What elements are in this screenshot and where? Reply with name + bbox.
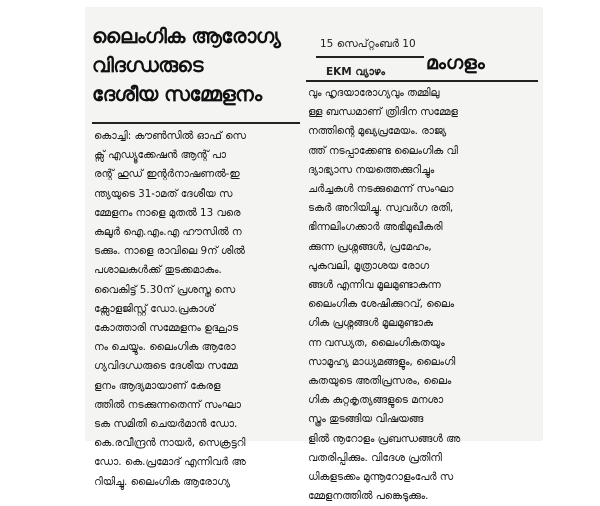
article-line: സ്ത്രം തുടങ്ങിയ വിഷയങ്ങ [308,413,424,426]
article-line: റിയിച്ചു. ലൈംഗിക ആരോഗ്യ [94,475,231,488]
article-line: ളനം ആദ്യമായാണ് കേരള [94,379,221,392]
article-line: ളിൽ നൂറോളം പ്രബന്ധങ്ങൾ അ [308,432,461,445]
article-left-column [94,127,306,492]
article-line: ഗിക പ്രശ്നങ്ങൾ മൂലമുണ്ടാകു [308,317,433,330]
article-line: നം ചെയ്യും. ലൈംഗിക ആരോ [94,341,236,354]
article-line: സാമൂഹ്യ മാധ്യമങ്ങളും, ലൈംഗി [308,355,456,368]
headline-rule [92,122,300,124]
article-right-column [308,84,538,506]
headline-line-2: വിദഗ്ധരുടെ [92,53,203,77]
article-line: ടക സമിതി ചെയർമാൻ ഡോ. [94,418,238,431]
article-line: മ്മേളനത്തിൽ പങ്കെടുക്കും. [308,490,429,503]
article-line: ക്കുന്ന പ്രശ്നങ്ങൾ, പ്രമേഹം, [308,240,432,253]
article-line: ങ്ങൾ എന്നിവ മൂലമുണ്ടാകുന്ന [308,279,441,292]
dateline-rule [316,56,424,58]
article-line: കെ.രവീന്ദ്രൻ നായർ, സെക്രട്ടറി [94,437,246,450]
article-line: ഡോ. കെ.പ്രമോദ് എന്നിവർ അ [94,456,246,469]
article-line: ചർച്ചകൾ നടക്കുമെന്ന് സംഘാ [308,183,454,196]
article-line: രന്റ് ഹുഡ് ഇന്റർനാഷണൽ-ഇ [94,168,240,181]
article-line: ഭിന്നലിംഗക്കാർ അഭിമുഖീകരി [308,221,443,234]
article-line: കലൂർ ഐ.എം.എ ഹൗസിൽ ന [94,226,242,239]
article-line: ഗിക കുറ്റകൃത്യങ്ങളുടെ മനശാ [308,394,444,407]
article-line: കൊച്ചി: കൗൺസിൽ ഓഫ് സെ [94,130,246,142]
article-line: കതയുടെ അതിപ്രസരം, ലൈം [308,375,452,388]
article-line: ടക്കും. നാളെ രാവിലെ 9ന് ശിൽ [94,245,245,258]
article-line: ക്സോളജിസ്റ്റ് ഡോ.പ്രകാശ് [94,302,215,315]
newspaper-clipping [86,8,542,503]
article-line: ദ്യാഭ്യാസ നയത്തെക്കുറിച്ചും [308,163,435,176]
article-line: ള്ള ബന്ധമാണ് ത്രിദിന സമ്മേള [308,106,458,119]
article-line: പശാലകൾക്ക് തുടക്കമാകും. [94,264,222,277]
dateline: 15 സെപ്റ്റംബർ 10 [320,38,416,50]
newspaper-name: മംഗളം [426,52,485,74]
article-line: മ്മേളനം നാളെ മുതൽ 13 വരെ [94,206,241,219]
article-line: നത്തിന്റെ മുഖ്യപ്രമേയം. രാജ്യ [308,125,447,138]
article-line: കോത്താരി സമ്മേളനം ഉദ്ഘാട [94,322,239,335]
article-line: വൈകിട്ട് 5.30ന് പ്രശസ്ത സെ [94,283,236,296]
article-line: ഗ്യവിദഗ്ധരുടെ ദേശീയ സമ്മേ [94,360,238,373]
article-line: ത്ത് നടപ്പാക്കേണ്ട ലൈംഗിക വി [308,144,458,157]
masthead-rule [306,80,538,82]
article-line: പുകവലി, മൂത്രാശയ രോഗ [308,259,430,272]
headline-line-3: ദേശീയ സമ്മേളനം [92,82,262,106]
article-line: ലൈംഗിക ശേഷിക്കുറവ്, ലൈം [308,298,455,311]
headline [92,22,312,109]
article-line: ടകർ അറിയിച്ചു. സ്വവർഗ രതി, [308,202,454,215]
article-line: ത്തിൽ നടക്കുന്നതെന്ന് സംഘാ [94,398,241,411]
headline-line-1: ലൈംഗിക ആരോഗ്യ [92,24,281,48]
article-line: വും ഹൃദയാരോഗ്യവും തമ്മിലു [308,87,440,99]
article-line: ന്ന വന്ധ്യത, ലൈംഗികതയും [308,336,445,349]
edition-label: EKM വ്യാഴം [326,66,386,78]
article-line: ക്സ് എഡ്യൂക്കേഷൻ ആന്റ് പാ [94,149,227,162]
article-line: വതരിപ്പിക്കും. വിദേശ പ്രതിനി [308,451,442,464]
article-line: ധികളടക്കം മുന്നൂറോളംപേർ സ [308,471,454,484]
article-line: ന്ത്യയുടെ 31-ാമത് ദേശീയ സ [94,187,233,200]
